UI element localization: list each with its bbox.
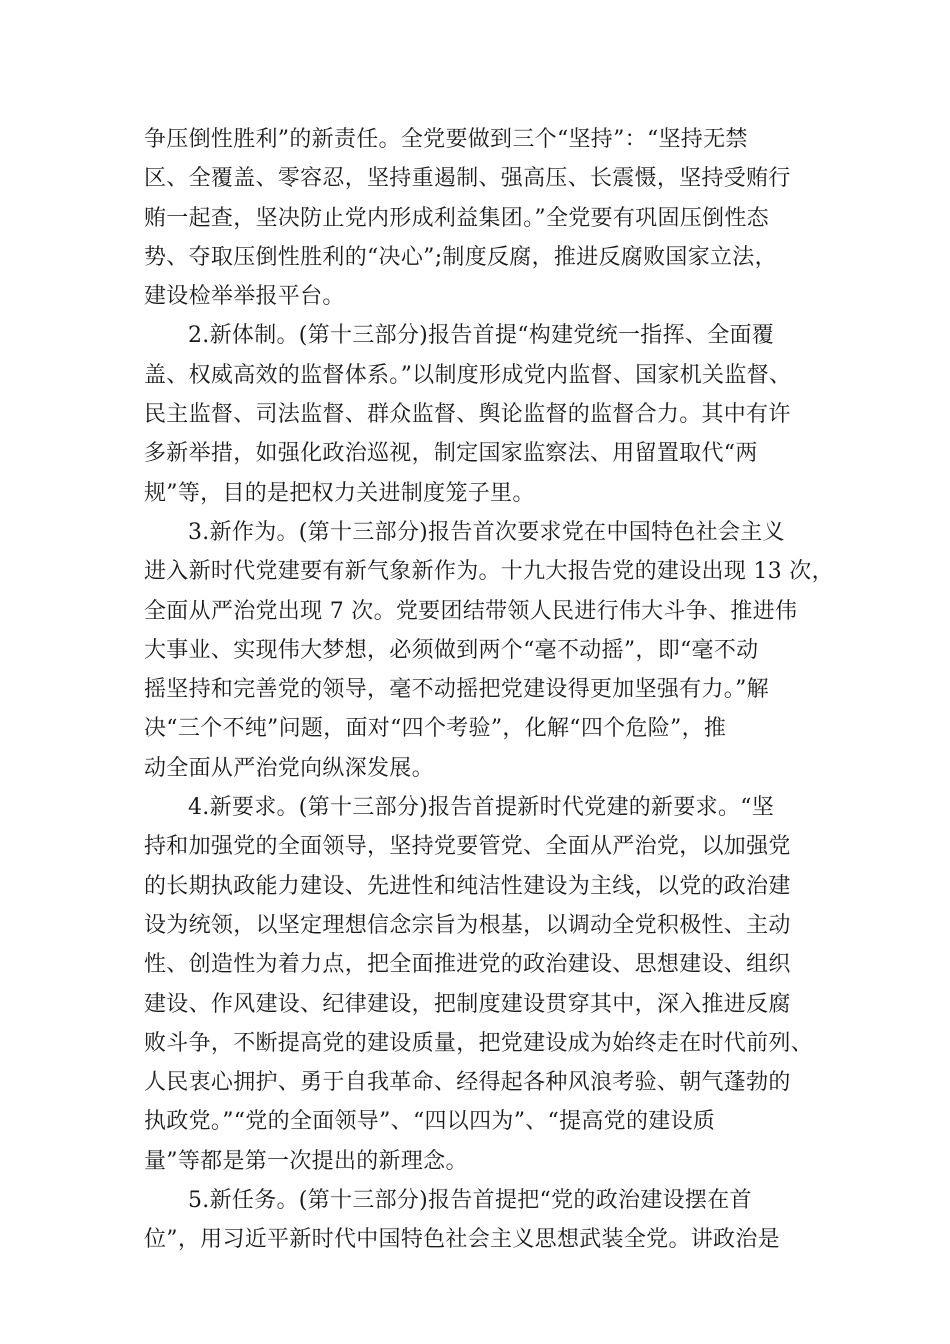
- text-line: 3.新作为。(第十三部分)报告首次要求党在中国特色社会主义: [188, 519, 785, 545]
- text-line: 争压倒性胜利”的新责任。全党要做到三个“坚持”：“坚持无禁: [144, 127, 748, 152]
- paragraph: [144, 120, 808, 316]
- text-line: 败斗争，不断提高党的建设质量，把党建设成为始终走在时代前列、: [144, 1030, 814, 1056]
- text-line: 决“三个不纯”问题，面对“四个考验”，化解“四个危险”，推: [144, 716, 727, 742]
- text-line: 的长期执政能力建设、先进性和纯洁性建设为主线，以党的政治建: [144, 873, 791, 899]
- text-line: 盖、权威高效的监督体系。”以制度形成党内监督、国家机关监督、: [144, 362, 792, 388]
- text-line: 持和加强党的全面领导，坚持党要管党、全面从严治党，以加强党: [144, 834, 791, 860]
- text-line: 动全面从严治党向纵深发展。: [144, 755, 434, 781]
- text-line: 民主监督、司法监督、群众监督、舆论监督的监督合力。其中有许: [144, 402, 791, 428]
- paragraph: [144, 316, 808, 512]
- text-line: 4.新要求。(第十三部分)报告首提新时代党建的新要求。“坚: [188, 795, 775, 821]
- text-line: 建设、作风建设、纪律建设，把制度建设贯穿其中，深入推进反腐: [144, 991, 791, 1017]
- paragraph: [144, 788, 814, 1181]
- text-line: 全面从严治党出现 7 次。党要团结带领人民进行伟大斗争、推进伟: [144, 598, 798, 624]
- text-line: 量”等都是第一次提出的新理念。: [144, 1148, 468, 1174]
- text-line: 执政党。”“党的全面领导”、“四以四为”、“提高党的建设质: [144, 1109, 716, 1135]
- text-line: 摇坚持和完善党的领导，毫不动摇把党建设得更加坚强有力。”解: [144, 677, 769, 703]
- text-line: 设为统领，以坚定理想信念宗旨为根基，以调动全党积极性、主动: [144, 912, 791, 938]
- text-line: 多新举措，如强化政治巡视，制定国家监察法、用留置取代“两: [144, 441, 758, 467]
- text-line: 区、全覆盖、零容忍，坚持重遏制、强高压、长震慑，坚持受贿行: [144, 166, 791, 192]
- paragraph: [144, 513, 834, 788]
- text-line: 2.新体制。(第十三部分)报告首提“构建党统一指挥、全面覆: [188, 323, 775, 349]
- text-line: 5.新任务。(第十三部分)报告首提把“党的政治建设摆在首: [188, 1188, 752, 1214]
- text-line: 性、创造性为着力点，把全面推进党的政治建设、思想建设、组织: [144, 952, 791, 978]
- text-line: 位”，用习近平新时代中国特色社会主义思想武装全党。讲政治是: [144, 1227, 780, 1253]
- text-line: 大事业、实现伟大梦想，必须做到两个“毫不动摇”，即“毫不动: [144, 637, 759, 663]
- document-body: [144, 120, 834, 1260]
- text-line: 人民衷心拥护、勇于自我革命、经得起各种风浪考验、朝气蓬勃的: [144, 1070, 791, 1096]
- text-line: 贿一起查，坚决防止党内形成利益集团。”全党要有巩固压倒性态: [144, 205, 769, 231]
- paragraph: [144, 1181, 808, 1260]
- text-line: 建设检举举报平台。: [144, 284, 345, 310]
- text-line: 规”等，目的是把权力关进制度笼子里。: [144, 480, 535, 506]
- text-line: 势、夺取压倒性胜利的“决心”;制度反腐，推进反腐败国家立法，: [144, 244, 777, 270]
- text-line: 进入新时代党建要有新气象新作为。十九大报告党的建设出现 13 次，: [144, 559, 834, 585]
